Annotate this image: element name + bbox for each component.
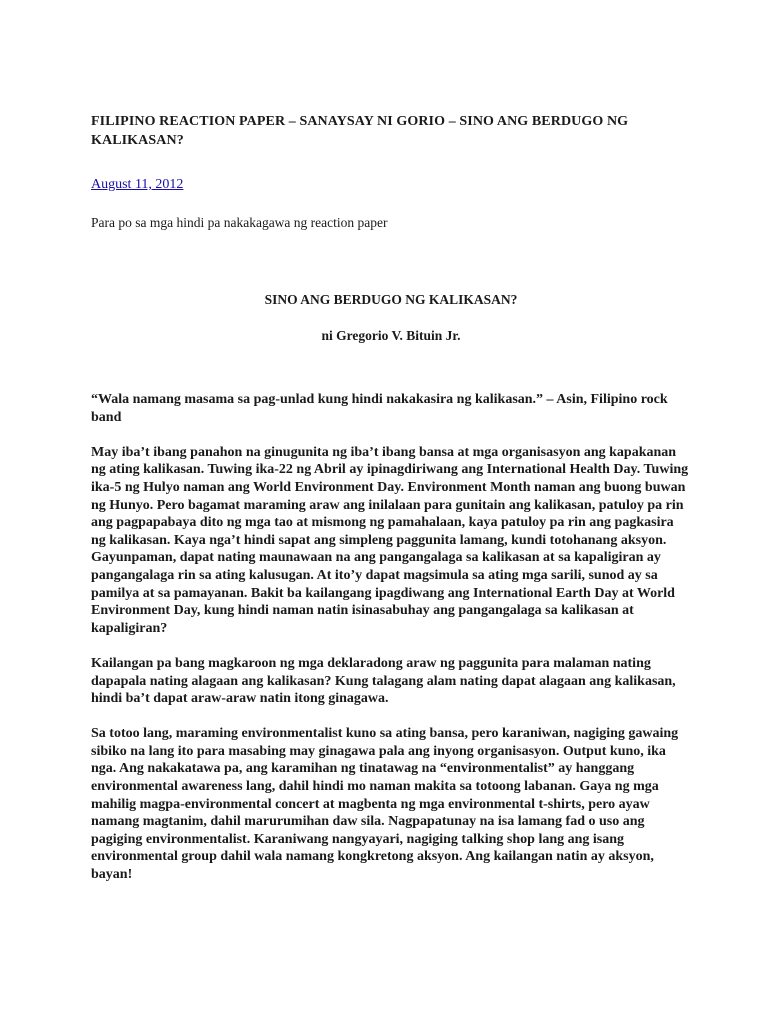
intro-text: Para po sa mga hindi pa nakakagawa ng reaction paper [91, 215, 388, 230]
document-content [91, 112, 691, 901]
essay-body [91, 391, 691, 884]
body-paragraph: May iba’t ibang panahon na ginugunita ng iba’t ibang bansa at mga organisasyon ang kapakanan ng ating kalikasan. Tuwing ika-22 ng Abril ay ipinagdiriwang ang International Health Day. Tuwing ika-5 ng Hulyo naman ang World Environment Day. Environment Month naman ang buong buwan ng Hunyo. Pero bagamat maraming araw ang inilalaan para gunitain ang kalikasan, patuloy pa rin ang pagpapabaya dito ng mga tao at mismong ng pamahalaan, kaya patuloy pa rin ang pagkasira ng kalikasan. Kaya nga’t hindi sapat ang simpleng paggunita lamang, kundi totohanang aksyon. Gayunpaman, dapat nating maunawaan na ang pangangalaga sa kalikasan at sa kapaligiran ay pangangalaga rin sa ating kalusugan. At ito’y dapat magsimula sa ating mga sarili, sunod ay sa pamilya at sa pamayanan. Bakit ba kailangang ipagdiwang ang International Earth Day at World Environment Day, kung hindi naman natin isinasabuhay ang pangangalaga sa kalikasan at kapaligiran? [91, 444, 689, 636]
body-paragraph: Sa totoo lang, maraming environmentalist kuno sa ating bansa, pero karaniwan, nagiging gawaing sibiko na lang ito para masabing may ginagawa pala ang inyong organisasyon. Output kuno, ika nga. Ang nakakatawa pa, ang karamihan ng tinatawag na “environmentalist” ay hanggang environmental awareness lang, dahil hindi mo naman makita sa totoong labanan. Gaya ng mga mahilig magpa-environmental concert at magbenta ng mga environmental t-shirts, pero ayaw namang magtanim, dahil marurumihan daw sila. Nagpapatunay na isa lamang fad o uso ang pagiging environmentalist. Karaniwang nangyayari, nagiging talking shop lang ang isang environmental group dahil wala namang kongkretong aksyon. Ang kailangan natin ay aksyon, bayan! [91, 726, 679, 883]
page-title: FILIPINO REACTION PAPER – SANAYSAY NI GORIO – SINO ANG BERDUGO NG KALIKASAN? [91, 114, 629, 148]
body-paragraph: Kailangan pa bang magkaroon ng mga deklaradong araw ng paggunita para malaman nating dapapala nating alagaan ang kalikasan? Kung talagang alam nating dapat alagaan ang kalikasan, hindi ba’t dapat araw-araw natin itong ginagawa. [91, 655, 676, 707]
essay-title: SINO ANG BERDUGO NG KALIKASAN? [264, 292, 518, 307]
epigraph-quote: “Wala namang masama sa pag-unlad kung hindi nakakasira ng kalikasan.” – Asin, Filipino rock band [91, 392, 668, 425]
essay-author: ni Gregorio V. Bituin Jr. [321, 328, 461, 343]
post-date-link[interactable]: August 11, 2012 [91, 177, 184, 192]
